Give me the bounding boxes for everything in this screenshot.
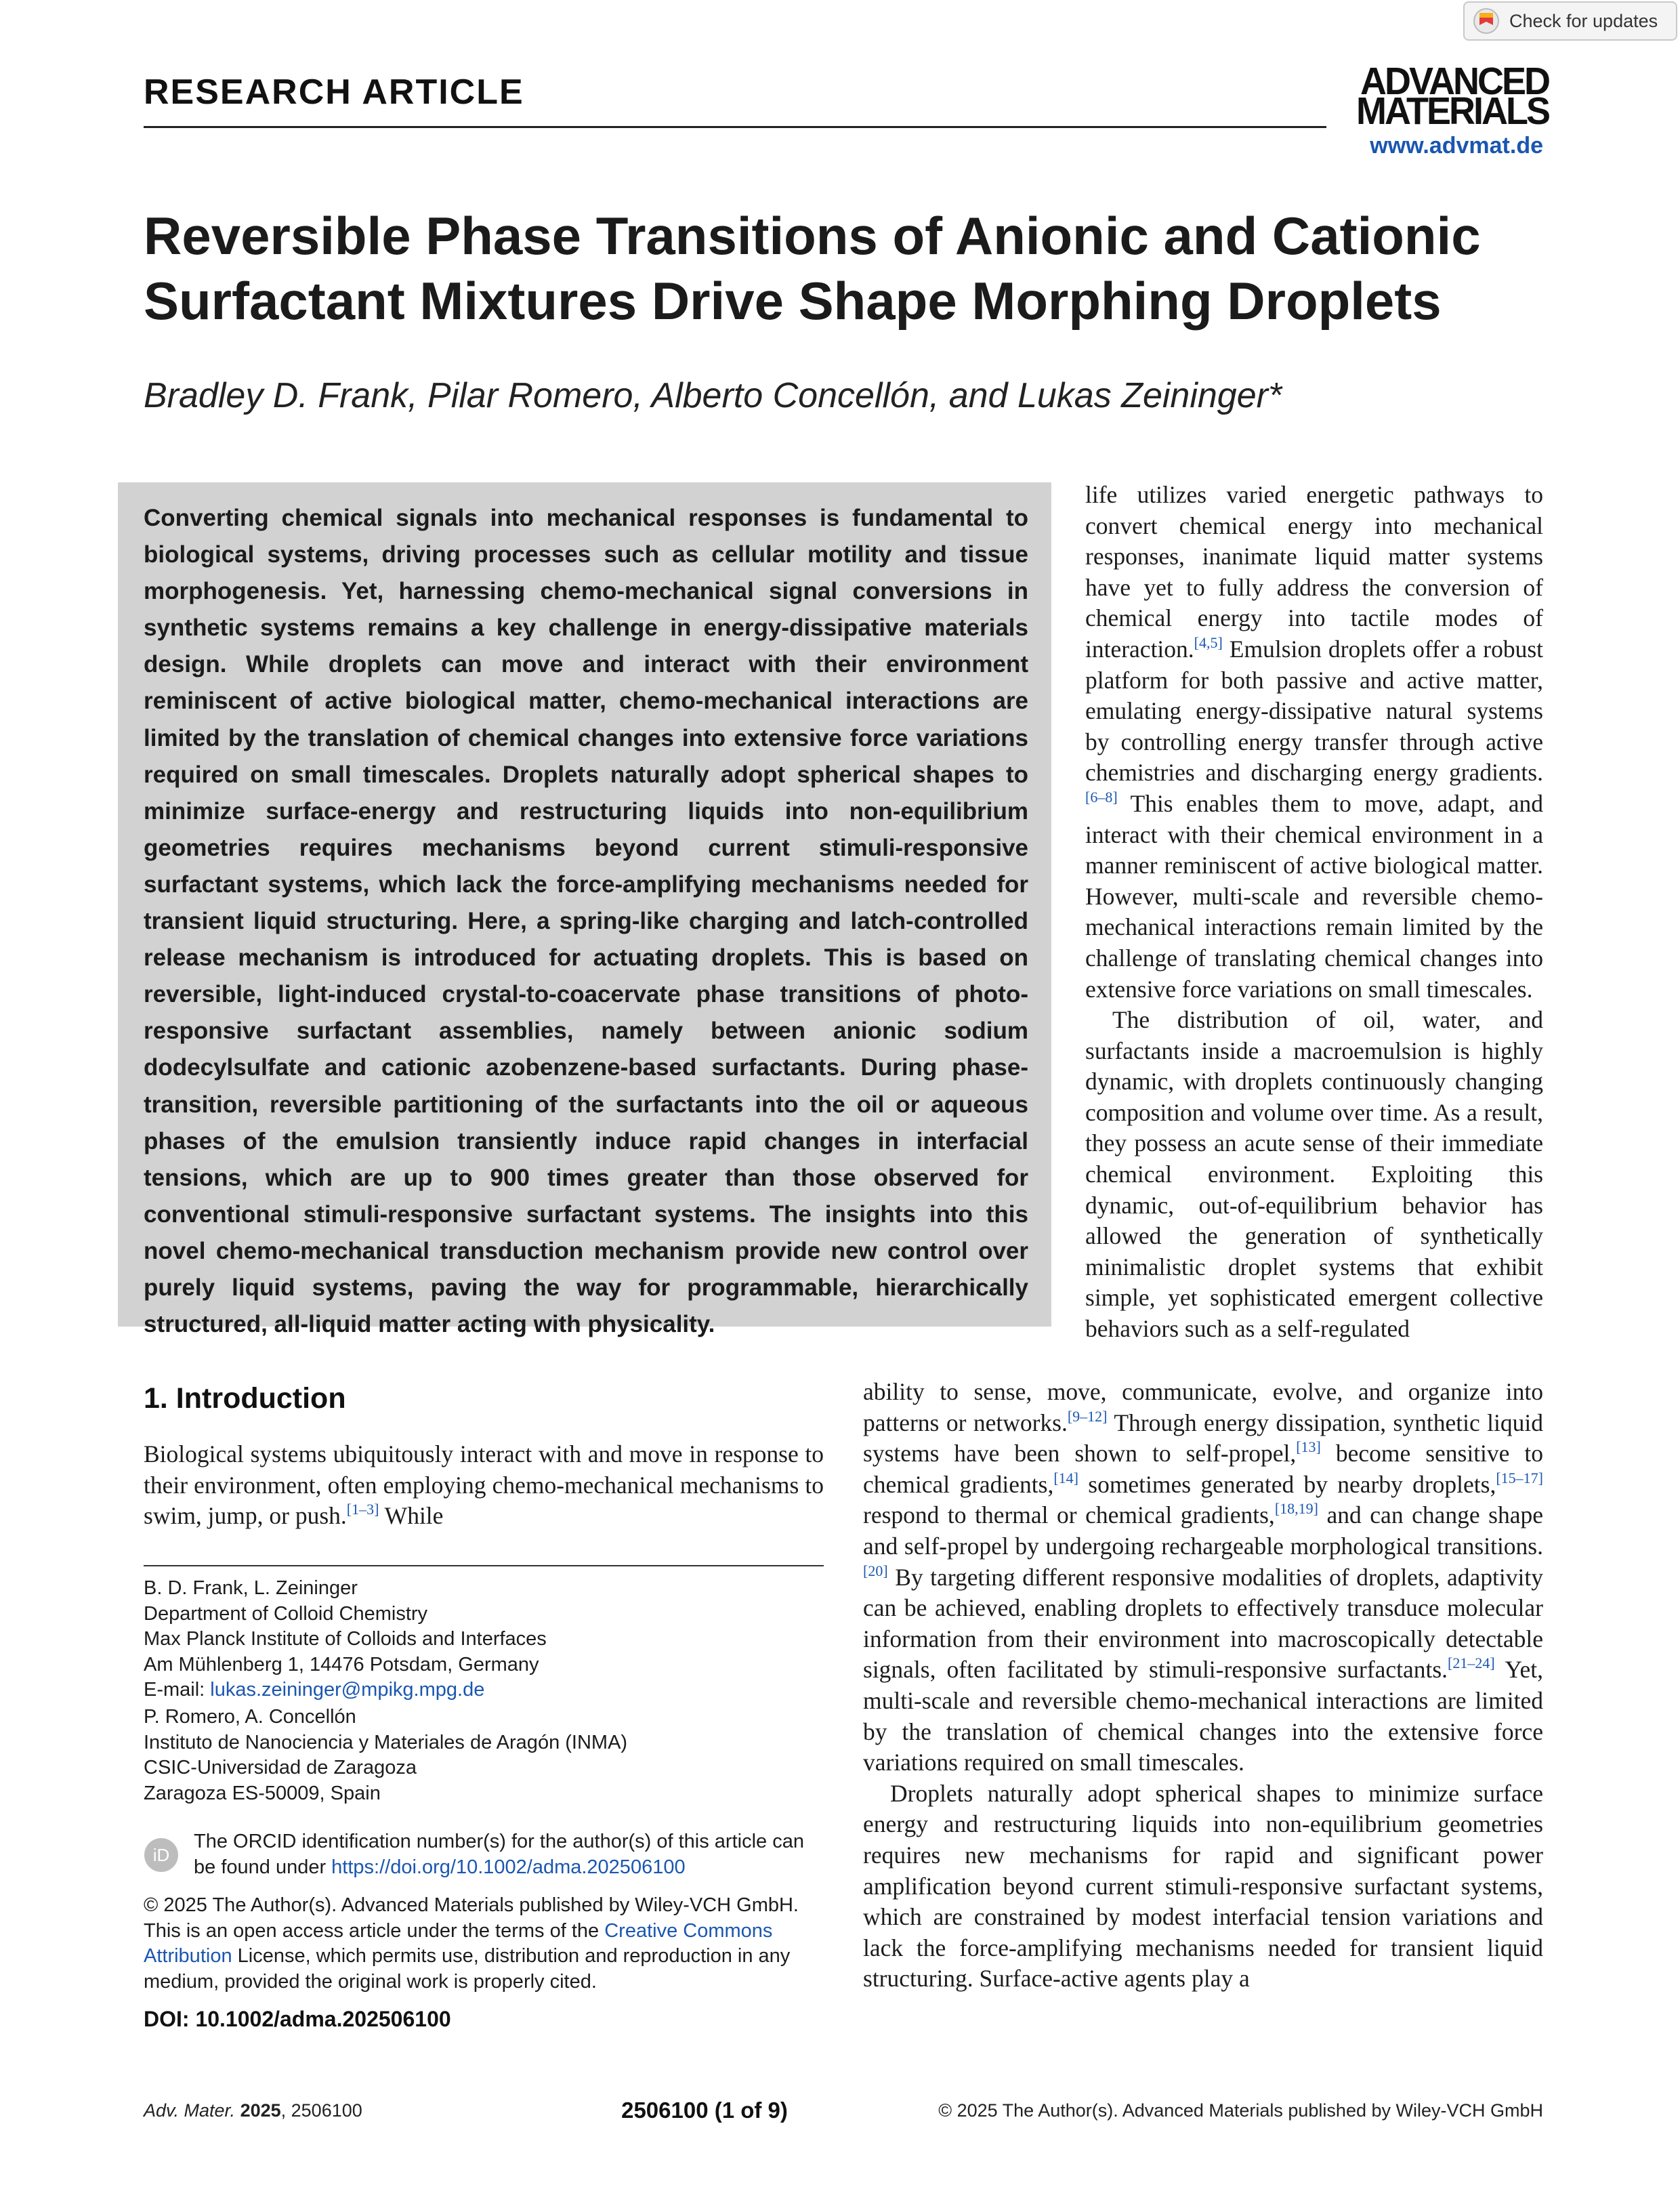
orcid-note	[194, 1829, 831, 1880]
reference-link[interactable]: [6–8]	[1085, 788, 1118, 806]
reference-link[interactable]: [9–12]	[1067, 1407, 1108, 1425]
footer-year: 2025	[240, 2100, 281, 2121]
license-note	[144, 1893, 828, 1995]
affiliation-1	[144, 1576, 547, 1703]
text-run: respond to thermal or chemical gradients,	[863, 1501, 1275, 1529]
check-for-updates-label: Check for updates	[1509, 10, 1658, 31]
footer-page-number: 2506100 (1 of 9)	[621, 2098, 788, 2123]
affiliation-line: B. D. Frank, L. Zeininger	[144, 1577, 358, 1599]
orcid-text: The ORCID identification number(s) for the author(s) of this article can be found under	[194, 1831, 804, 1878]
text-run: Through energy dissipation, synthetic liquid systems have been shown to self-propel,	[863, 1409, 1544, 1467]
footer-journal: Adv. Mater.	[144, 2100, 236, 2121]
affiliation-line: Department of Colloid Chemistry	[144, 1602, 428, 1625]
reference-link[interactable]: [13]	[1296, 1438, 1321, 1456]
reference-link[interactable]: [1–3]	[346, 1501, 379, 1518]
journal-logo-line2: MATERIALS	[1356, 89, 1549, 133]
paragraph	[863, 1377, 1543, 1778]
author-list: Bradley D. Frank, Pilar Romero, Alberto Concellón, and Lukas Zeininger*	[144, 376, 1282, 415]
affiliation-line: Am Mühlenberg 1, 14476 Potsdam, Germany	[144, 1653, 539, 1675]
article-title	[144, 203, 1498, 333]
reference-link[interactable]: [14]	[1053, 1469, 1079, 1486]
doi-label: DOI: 10.1002/adma.202506100	[144, 2007, 451, 2031]
email-link[interactable]: lukas.zeininger@mpikg.mpg.de	[210, 1679, 485, 1701]
text-run: become sensitive to chemical gradients,	[863, 1440, 1544, 1498]
reference-link[interactable]: [4,5]	[1194, 633, 1223, 651]
footer-citation	[144, 2100, 362, 2121]
affiliation-line: Instituto de Nanociencia y Materiales de Aragón (INMA)	[144, 1731, 628, 1753]
reference-link[interactable]: [18,19]	[1274, 1500, 1318, 1518]
license-text: © 2025 The Author(s). Advanced Materials published by Wiley-VCH GmbH. This is an open access article under the terms of the	[144, 1894, 799, 1942]
journal-url-link[interactable]: www.advmat.de	[1370, 133, 1543, 159]
text-run: This enables them to move, adapt, and interact with their chemical environment in a manner reminiscent of active biological matter. However, multi-scale and reversible chemo-mechanical interactions remain limited by the challenge of translating chemical changes into extensive force variations on small timescales.	[1085, 789, 1543, 1003]
affiliation-2	[144, 1705, 627, 1806]
text-run: and can change shape and self-propel by undergoing rechargeable morphological transitions.	[863, 1501, 1543, 1560]
orcid-icon	[144, 1837, 179, 1873]
crossmark-icon	[1473, 7, 1500, 35]
bottom-right-column-text	[863, 1377, 1543, 1995]
check-for-updates-badge[interactable]	[1463, 1, 1677, 41]
paragraph	[1085, 480, 1543, 1005]
affiliation-line: CSIC-Universidad de Zaragoza	[144, 1757, 417, 1778]
section-label: RESEARCH ARTICLE	[144, 72, 524, 112]
header-rule	[144, 126, 1326, 128]
title-line-2: Surfactant Mixtures Drive Shape Morphing Droplets	[144, 271, 1442, 331]
text-run: ability to sense, move, communicate, evolve, and organize into patterns or networks.	[863, 1378, 1543, 1436]
text-run: While	[379, 1502, 444, 1530]
text-run: Droplets naturally adopt spherical shapes to minimize surface energy and restructuring liquids into non-equilibrium geometries requires new mechanisms for rapid and significant power amplification beyond current stimuli-responsive surfactant systems, which are constrained by modest interfacial tension variations and lack the force-amplifying mechanisms needed for transient liquid structuring. Surface-active agents play a	[863, 1779, 1543, 1993]
journal-logo	[1332, 60, 1549, 133]
text-run: Biological systems ubiquitously interact with and move in response to their environment, often employing chemo-mechanical mechanisms to swim, jump, or push.	[144, 1440, 824, 1530]
orcid-icon-label: iD	[152, 1845, 170, 1865]
affiliation-rule	[144, 1565, 824, 1566]
paragraph	[144, 1439, 824, 1532]
footer-article-no: , 2506100	[280, 2100, 362, 2121]
paragraph	[1085, 1005, 1543, 1345]
text-run: Yet, multi-scale and reversible chemo-mechanical interactions are limited by the translation of chemical changes into the extensive force variations required on small timescales.	[863, 1656, 1543, 1776]
reference-link[interactable]: [21–24]	[1448, 1654, 1495, 1672]
email-line	[144, 1678, 547, 1703]
paragraph	[863, 1778, 1543, 1995]
reference-link[interactable]: [15–17]	[1496, 1469, 1543, 1486]
license-text: License, which permits use, distribution and reproduction in any medium, provided the original work is properly cited.	[144, 1945, 791, 1993]
email-label: E-mail:	[144, 1679, 211, 1701]
affiliation-line: P. Romero, A. Concellón	[144, 1706, 356, 1728]
title-line-1: Reversible Phase Transitions of Anionic and Cationic	[144, 206, 1481, 266]
reference-link[interactable]: [20]	[863, 1562, 888, 1579]
license-link[interactable]: Creative Commons Attribution	[144, 1919, 773, 1967]
journal-logo-line1: ADVANCED	[1360, 60, 1549, 103]
text-run: sometimes generated by nearby droplets,	[1078, 1470, 1496, 1498]
intro-text	[144, 1439, 824, 1532]
text-run: Emulsion droplets offer a robust platform for both passive and active matter, emulating energy-dissipative natural systems by controlling energy transfer through active chemistries and discharging energy gradients.	[1085, 635, 1543, 787]
orcid-link[interactable]: https://doi.org/10.1002/adma.202506100	[331, 1856, 686, 1878]
footer-copyright: © 2025 The Author(s). Advanced Materials published by Wiley-VCH GmbH	[938, 2100, 1543, 2121]
text-run: By targeting different responsive modalities of droplets, adaptivity can be achieved, enabling droplets to effectively transduce molecular information from their environment into macroscopically detectable signals, often facilitated by stimuli-responsive surfactants.	[863, 1563, 1543, 1684]
right-column-text	[1085, 480, 1543, 1345]
text-run: life utilizes varied energetic pathways to convert chemical energy into mechanical responses, inanimate liquid matter systems have yet to fully address the conversion of chemical energy into tactile modes of interaction.	[1085, 481, 1543, 663]
text-run: The distribution of oil, water, and surfactants inside a macroemulsion is highly dynamic, with droplets continuously changing composition and volume over time. As a result, they possess an acute sense of their immediate chemical environment. Exploiting this dynamic, out-of-equilibrium behavior has allowed the generation of synthetically minimalistic droplet systems that exhibit simple, yet sophisticated emergent collective behaviors such as a self-regulated	[1085, 1006, 1543, 1343]
affiliation-line: Zaragoza ES-50009, Spain	[144, 1782, 381, 1804]
section-heading: 1. Introduction	[144, 1382, 346, 1415]
abstract-text: Converting chemical signals into mechanical responses is fundamental to biological systems, driving processes such as cellular motility and tissue morphogenesis. Yet, harnessing chemo-mechanical signal conversions in synthetic systems remains a key challenge in energy-dissipative materials design. While droplets can move and interact with their environment reminiscent of active biological matter, chemo-mechanical interactions are limited by the translation of chemical changes into extensive force variations required on small timescales. Droplets naturally adopt spherical shapes to minimize surface-energy and restructuring liquids into non-equilibrium geometries requires mechanisms beyond current stimuli-responsive surfactant systems, which lack the force-amplifying mechanisms needed for transient liquid structuring. Here, a spring-like charging and latch-controlled release mechanism is introduced for actuating droplets. This is based on reversible, light-induced crystal-to-coacervate phase transitions of photo-responsive surfactant assemblies, namely between anionic sodium dodecylsulfate and cationic azobenzene-based surfactants. During phase-transition, reversible partitioning of the surfactants into the oil or aqueous phases of the emulsion transiently induce rapid changes in interfacial tensions, which are up to 900 times greater than those observed for conventional stimuli-responsive surfactant systems. The insights into this novel chemo-mechanical transduction mechanism provide new control over purely liquid systems, paving the way for programmable, hierarchically structured, all-liquid matter acting with physicality.	[144, 505, 1028, 1338]
affiliation-line: Max Planck Institute of Colloids and Interfaces	[144, 1628, 547, 1650]
